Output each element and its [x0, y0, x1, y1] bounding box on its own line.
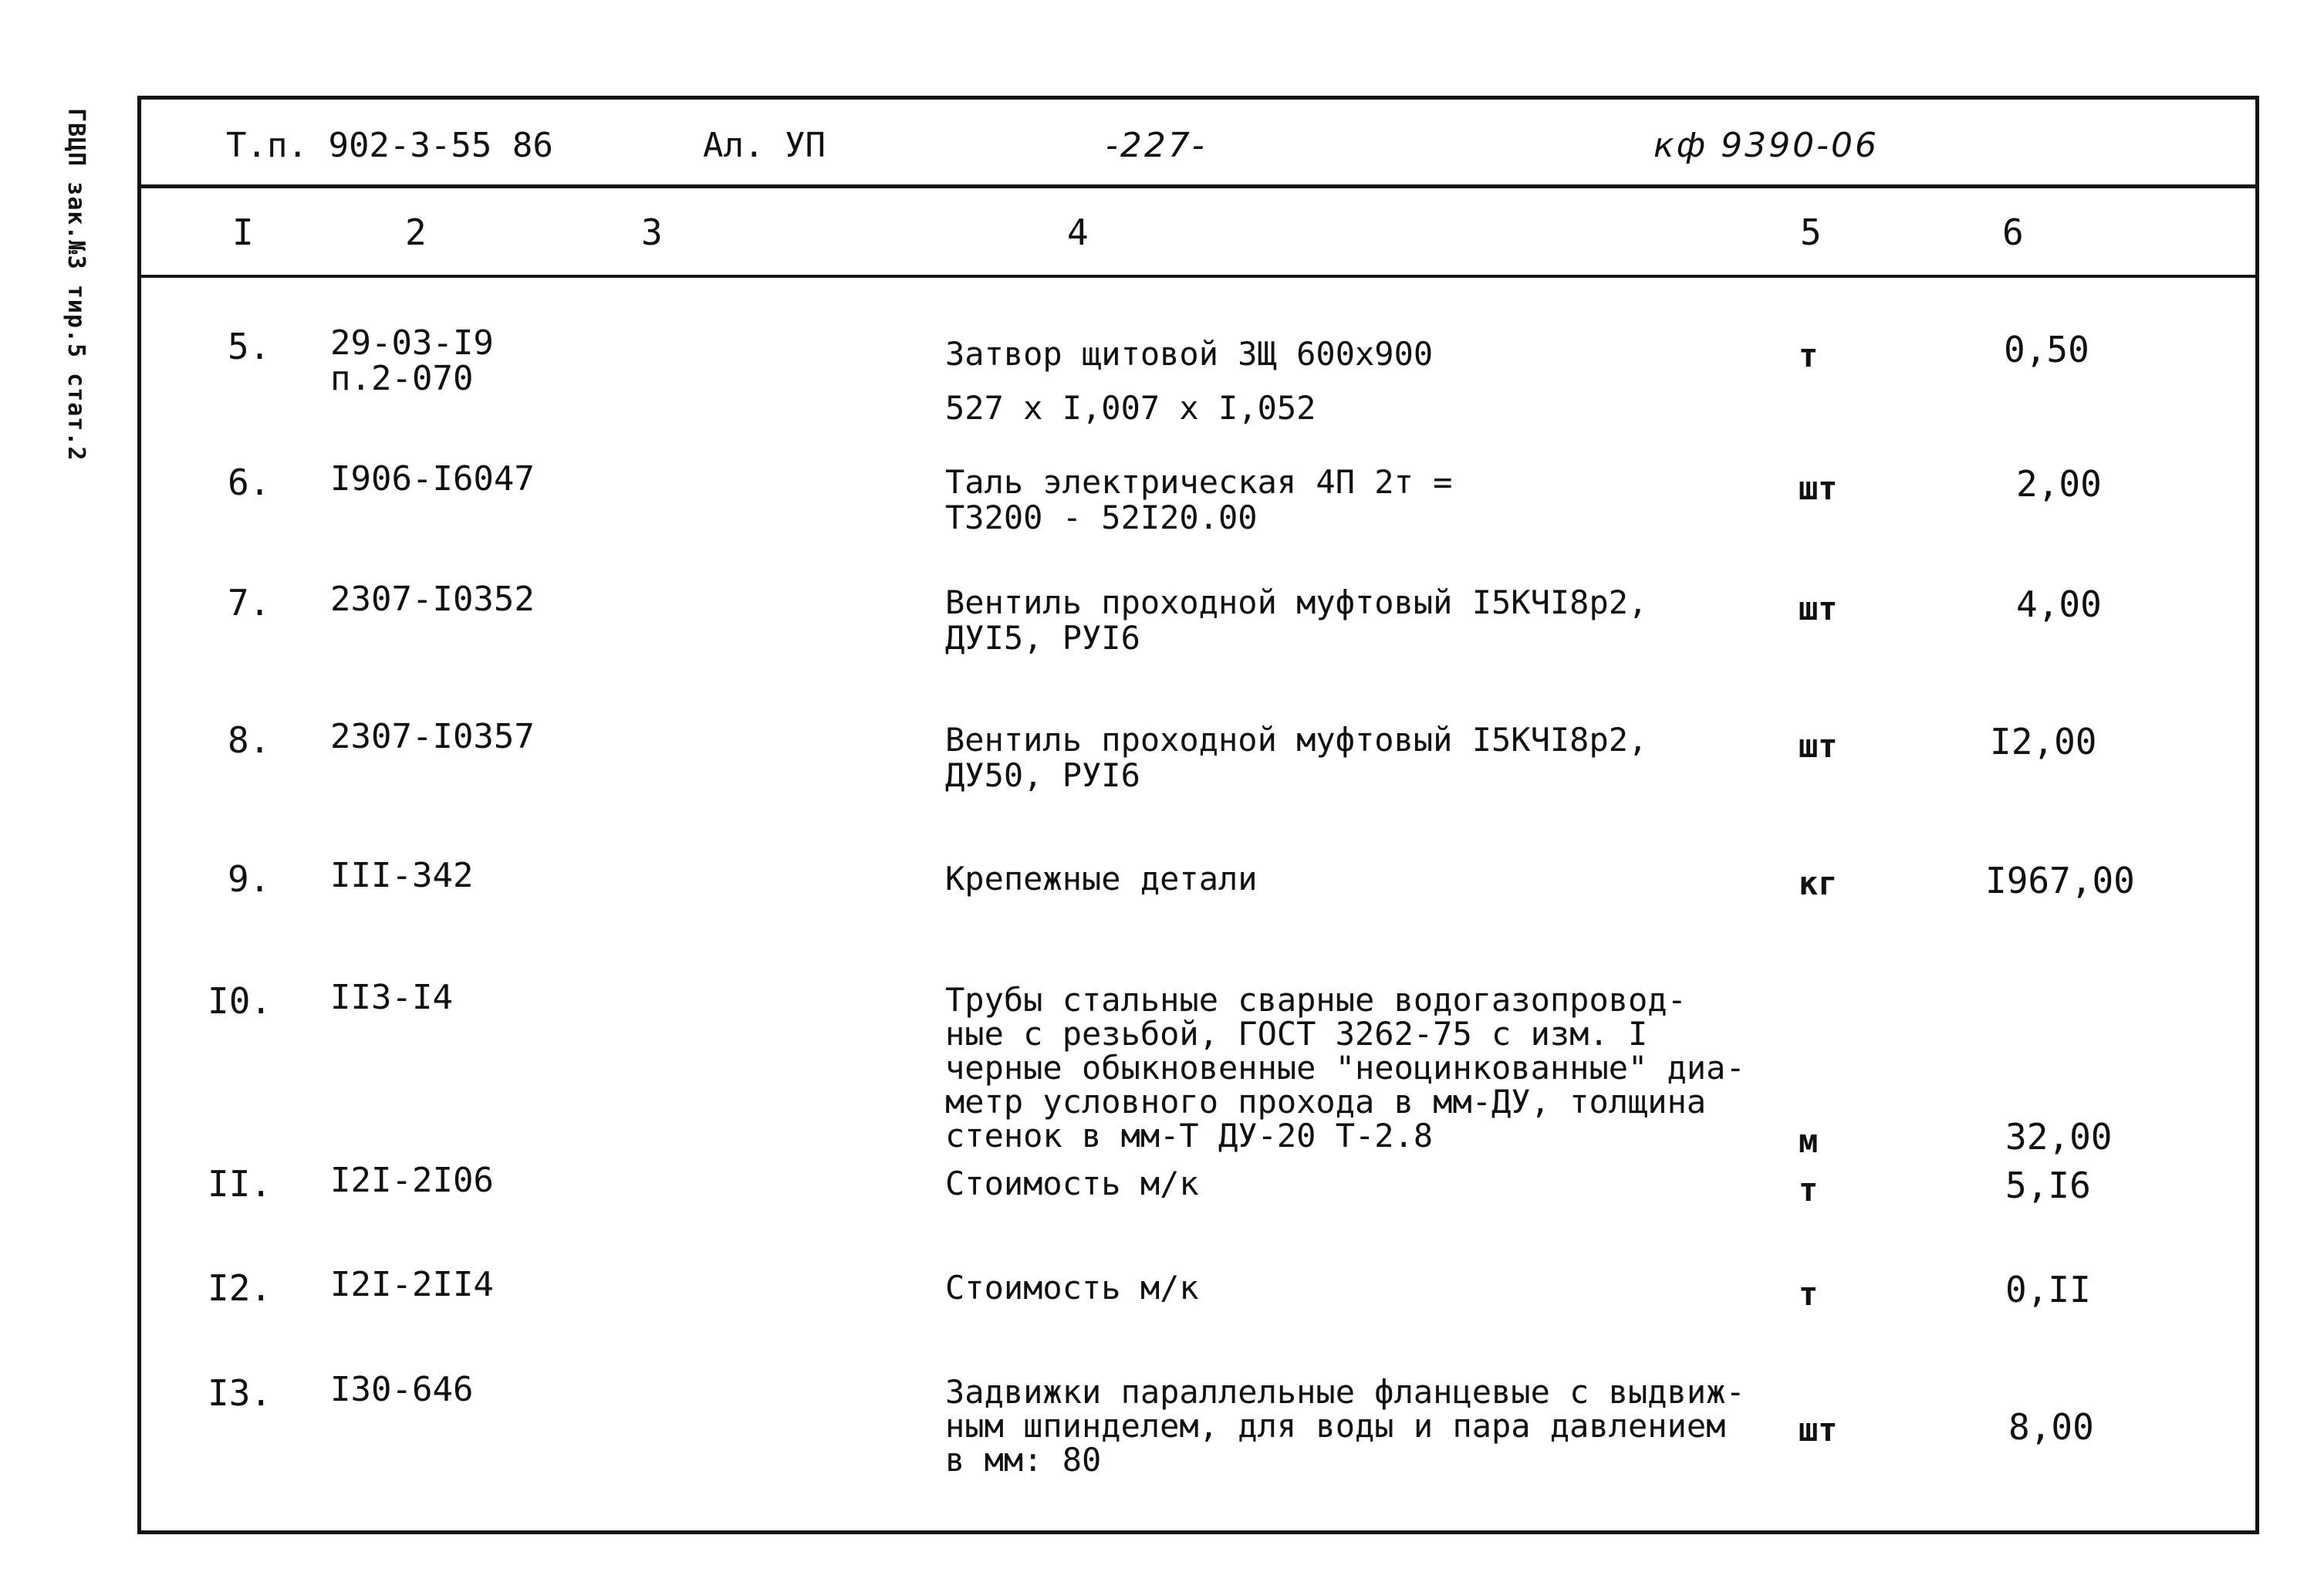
row-code: I2I-2I06: [330, 1161, 494, 1200]
row-description: Стоимость м/к: [945, 1269, 1199, 1307]
row-description: Стоимость м/к: [945, 1165, 1199, 1202]
row-code: I2I-2II4: [330, 1265, 494, 1304]
doc-reference: Т.п. 902-3-55 86: [226, 126, 553, 165]
row-number: 9.: [228, 858, 271, 900]
table-body: [141, 278, 2255, 1520]
row-number: 7.: [228, 582, 271, 624]
row-unit: т: [1799, 1275, 1819, 1313]
column-header-3: 3: [641, 211, 663, 253]
margin-note: [60, 108, 99, 509]
row-quantity: I967,00: [1985, 860, 2135, 901]
row-unit: кг: [1799, 864, 1838, 902]
row-number: II.: [208, 1163, 272, 1205]
row-description: Затвор щитовой ЗЩ 600х900 527 х I,007 х I,052: [945, 335, 1434, 427]
row-description: Трубы стальные сварные водогазопровод- ные с резьбой, ГОСТ 3262-75 с изм. I черные обыкновенные "неоцинкованные" диа- метр условного прохода в мм-ДУ, толщина стенок в мм-Т ДУ-20 Т-2.8: [945, 981, 1745, 1155]
row-number: I2.: [208, 1267, 272, 1309]
margin-note-text: ГВЦП зак.№3 тир.5 стат.2: [62, 108, 90, 462]
page-number: -227-: [1106, 126, 1207, 165]
row-code: III-342: [330, 856, 474, 895]
row-code: 2307-I0352: [330, 580, 535, 619]
row-code: II3-I4: [330, 978, 453, 1017]
row-unit: т: [1799, 336, 1819, 374]
row-quantity: 32,00: [2005, 1116, 2113, 1158]
column-header-row: [141, 188, 2255, 278]
column-header-4: 4: [1067, 211, 1089, 253]
row-description: Задвижки параллельные фланцевые с выдвиж- ным шпинделем, для воды и пара давлением в мм: 80: [945, 1373, 1745, 1479]
document-header: [141, 100, 2255, 188]
row-number: I3.: [208, 1372, 272, 1414]
document-frame: [137, 96, 2259, 1534]
row-number: 8.: [228, 719, 271, 761]
row-unit: шт: [1799, 469, 1838, 507]
column-header-1: I: [232, 211, 254, 253]
row-code: 2307-I0357: [330, 717, 535, 756]
row-quantity: 4,00: [2016, 583, 2102, 625]
row-number: I0.: [208, 980, 272, 1022]
row-number: 6.: [228, 462, 271, 503]
row-description: Таль электрическая 4П 2т = Т3200 - 52I20.00: [945, 463, 1453, 536]
row-unit: м: [1799, 1122, 1819, 1160]
column-header-6: 6: [2002, 211, 2024, 253]
column-header-5: 5: [1800, 211, 1822, 253]
row-quantity: 8,00: [2008, 1406, 2094, 1448]
column-header-2: 2: [405, 211, 427, 253]
row-quantity: 0,II: [2005, 1269, 2091, 1310]
row-number: 5.: [228, 326, 271, 367]
row-quantity: 2,00: [2016, 463, 2102, 505]
row-unit: шт: [1799, 590, 1838, 627]
row-code: I30-646: [330, 1370, 474, 1409]
row-quantity: 0,50: [2004, 329, 2089, 370]
row-code: 29-03-I9 п.2-070: [330, 323, 494, 398]
row-quantity: I2,00: [1990, 721, 2097, 762]
row-unit: шт: [1799, 1411, 1838, 1449]
album-number: Ал. УП: [703, 126, 826, 165]
document-code: кф 9390-06: [1653, 126, 1880, 165]
row-quantity: 5,I6: [2005, 1165, 2091, 1206]
row-unit: шт: [1799, 727, 1838, 765]
row-unit: т: [1799, 1171, 1819, 1209]
row-description: Вентиль проходной муфтовый I5КЧI8р2, ДУI5, РУI6: [945, 583, 1648, 657]
row-description: Вентиль проходной муфтовый I5КЧI8р2, ДУ50, РУI6: [945, 721, 1648, 794]
row-code: I906-I6047: [330, 459, 535, 499]
row-description: Крепежные детали: [945, 860, 1258, 898]
